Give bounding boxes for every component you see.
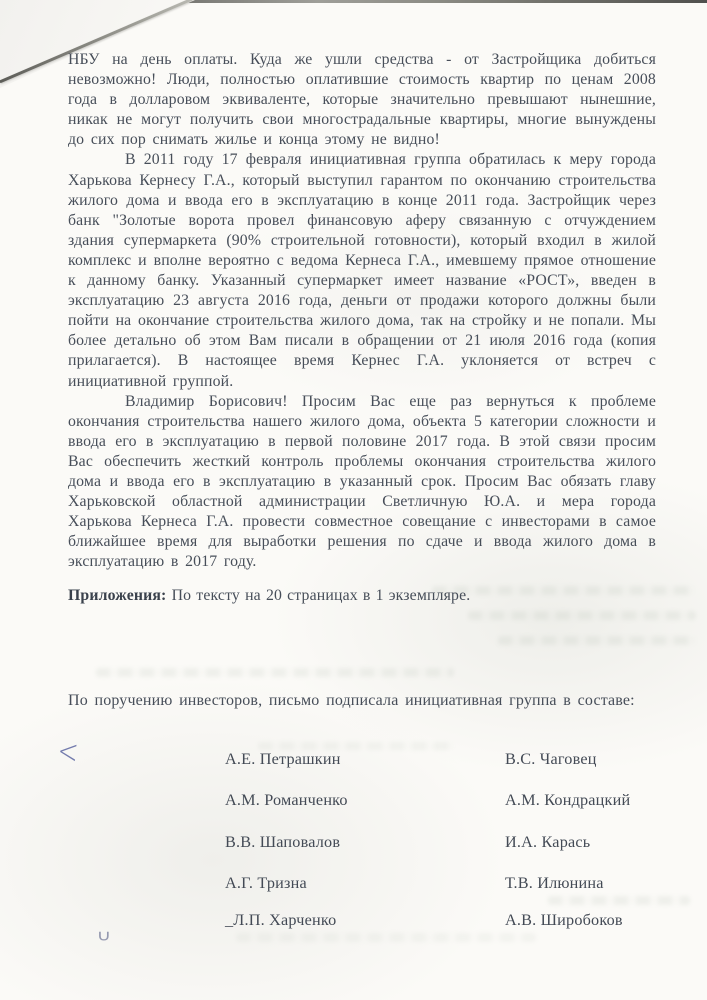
attachments-label: Приложения: bbox=[68, 587, 167, 605]
bleedthrough-text-ghost bbox=[96, 668, 454, 677]
signatory-name: А.Е. Петрашкин bbox=[225, 750, 341, 768]
paragraph-payment-continued: НБУ на день оплаты. Куда же ушли средства - от Застройщика добиться невозможно! Люди, полностью оплатившие стоимость квартир по ценам 2008 года в долларовом эквиваленте, которые значительно превышают нынешние, никак не могут получить свои многострадальные квартиры, многие вынуждены до сих пор снимать жилье и конца этому не видно! bbox=[68, 51, 656, 149]
signatory-name: Т.В. Илюнина bbox=[505, 874, 604, 892]
signatory-name: _Л.П. Харченко bbox=[225, 911, 337, 929]
signatory-name: И.А. Карась bbox=[505, 833, 591, 851]
signatory-name: В.В. Шаповалов bbox=[225, 833, 341, 851]
signatory-name: А.М. Романченко bbox=[225, 791, 348, 809]
signatory-name: А.Г. Тризна bbox=[225, 874, 307, 892]
bleedthrough-text-ghost bbox=[498, 636, 696, 645]
paragraph-history-2011: В 2011 году 17 февраля инициативная группа обратилась к меру города Харькова Кернесу Г.А., который выступил гарантом по окончанию строительства жилого дома и ввода его в эксплуатацию в конце 2011 года. Застройщик через банк "Золотые ворота провел финансовую аферу связанную с отчуждением здания супермаркета (90% строительной готовности), который входил в жилой комплекс и вполне вероятно с ведома Кернеса Г.А., имевшему прямое отношение к данному банку. Указанный супермаркет имеет название «РОСТ», введен в эксплуатацию 23 августа 2016 года, деньги от продажи которого должны были пойти на окончание строительства жилого дома, так на стройку и не попали. Мы более детально об этом Вам писали в обращении от 21 июля 2016 года (копия прилагается). В настоящее время Кернес Г.А. уклоняется от встреч с инициативной группой. bbox=[68, 151, 656, 390]
bleedthrough-text-ghost bbox=[548, 896, 690, 905]
signatory-name: В.С. Чаговец bbox=[505, 750, 597, 768]
signatory-name: А.В. Широбоков bbox=[505, 911, 623, 929]
pen-mark-check-icon: ∪ bbox=[96, 926, 112, 945]
bleedthrough-text-ghost bbox=[236, 933, 536, 942]
attachments-text: По тексту на 20 страницах в 1 экземпляре. bbox=[166, 587, 471, 605]
bleedthrough-text-ghost bbox=[258, 742, 454, 750]
pen-mark-angle-icon: < bbox=[55, 730, 81, 772]
bleedthrough-text-ghost bbox=[468, 611, 696, 620]
paragraph-request-2017: Владимир Борисович! Просим Вас еще раз вернуться к проблеме окончания строительства нашего жилого дома, объекта 5 категории сложности и ввода его в эксплуатацию в первой половине 2017 года. В этой связи просим Вас обеспечить жесткий контроль проблемы окончания строительства жилого дома и ввода его в эксплуатацию в указанный срок. Просим Вас обязать главу Харьковской областной администрации Светличную Ю.А. и мера города Харькова Кернеса Г.А. провести совместное совещание с инвесторами в самое ближайшее время для выработки решения по сдаче и ввода жилого дома в эксплуатацию в 2017 году. bbox=[68, 392, 656, 571]
signatories-intro: По поручению инвесторов, письмо подписала инициативная группа в составе: bbox=[68, 692, 635, 709]
letter-body bbox=[68, 50, 656, 607]
signatory-name: А.М. Кондрацкий bbox=[505, 791, 631, 809]
attachments-line bbox=[68, 586, 656, 606]
